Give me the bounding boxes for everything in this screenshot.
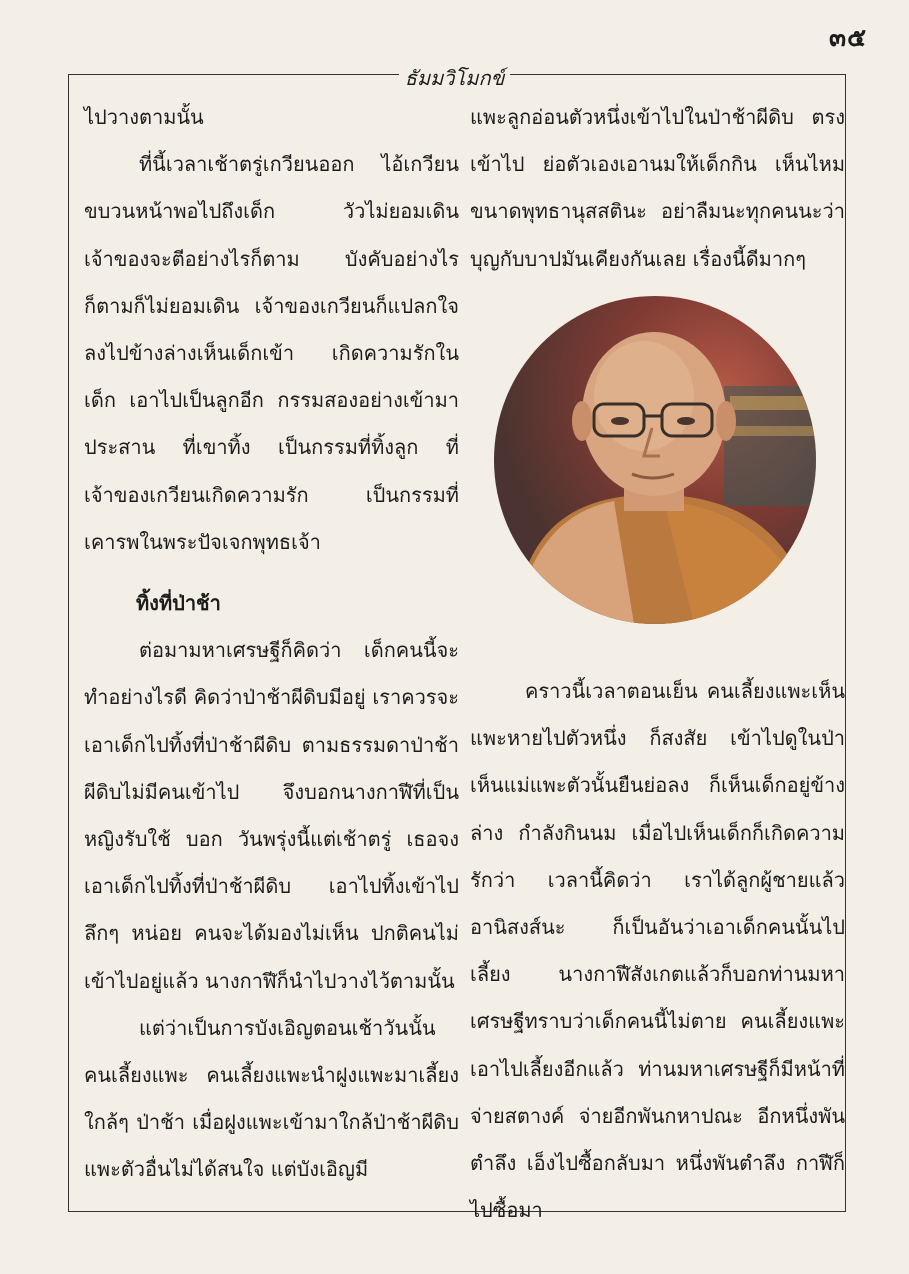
paragraph: แต่ว่าเป็นการบังเอิญตอนเช้าวันนั้นคนเลี้ยงแพะ คนเลี้ยงแพะนำฝูงแพะมาเลี้ยงใกล้ๆ ป่าช้า เมื่อฝูงแพะเข้ามาใกล้ป่าช้าผีดิบ แพะตัวอื่นไม่ได้สนใจ แต่บังเอิญมี — [84, 1015, 459, 1182]
paragraph: แพะลูกอ่อนตัวหนึ่งเข้าไปในป่าช้าผีดิบ ตรงเข้าไป ย่อตัวเองเอานมให้เด็กกิน เห็นไหมขนาดพุทธานุสสตินะ อย่าลืมนะทุกคนนะว่าบุญกับบาปมันเคียงกันเลย เรื่องนี้ดีมากๆ — [470, 105, 845, 271]
paragraph: ต่อมามหาเศรษฐีก็คิดว่า เด็กคนนี้จะทำอย่างไรดี คิดว่าป่าช้าผีดิบมีอยู่ เราควรจะเอาเด็กไปทิ้งที่ป่าช้าผีดิบ ตามธรรมดาป่าช้าผีดิบไม่มีคนเข้าไป จึงบอกนางกาฬีที่เป็นหญิงรับใช้ บอก วันพรุ่งนี้แต่เช้าตรู่ เธอจงเอาเด็กไปทิ้งที่ป่าช้าผีดิบ เอาไปทิ้งเข้าไปลึกๆ หน่อย คนจะได้มองไม่เห็น ปกติคนไม่เข้าไปอยู่แล้ว นางกาฬีก็นำไปวางไว้ตามนั้น — [84, 638, 459, 993]
monk-portrait — [494, 296, 816, 624]
right-column-bottom — [470, 668, 845, 1234]
page-number: ๓๕ — [828, 23, 867, 52]
left-column — [84, 94, 459, 1194]
monk-portrait-illustration — [494, 296, 816, 624]
right-column-top — [470, 94, 845, 283]
running-head-text: ธัมมวิโมกข์ — [399, 66, 511, 90]
paragraph: ไปวางตามนั้น — [84, 105, 204, 129]
paragraph: ที่นี้เวลาเช้าตรู่เกวียนออก ไอ้เกวียนขบวนหน้าพอไปถึงเด็ก วัวไม่ยอมเดิน เจ้าของจะตีอย่างไรก็ตาม บังคับอย่างไรก็ตามก็ไม่ยอมเดิน เจ้าของเกวียนก็แปลกใจ ลงไปข้างล่างเห็นเด็กเข้า เกิดความรักในเด็ก เอาไปเป็นลูกอีก กรรมสองอย่างเข้ามาประสาน ที่เขาทิ้ง เป็นกรรมที่ทิ้งลูก ที่เจ้าของเกวียนเกิดความรัก เป็นกรรมที่เคารพในพระปัจเจกพุทธเจ้า — [84, 152, 459, 554]
running-head — [0, 62, 909, 94]
section-heading: ทิ้งที่ป่าช้า — [136, 591, 221, 616]
paragraph: คราวนี้เวลาตอนเย็น คนเลี้ยงแพะเห็นแพะหายไปตัวหนึ่ง ก็สงสัย เข้าไปดูในป่า เห็นแม่แพะตัวนั้นยืนย่อลง ก็เห็นเด็กอยู่ข้างล่าง กำลังกินนม เมื่อไปเห็นเด็กก็เกิดความรักว่า เวลานี้คิดว่า เราได้ลูกผู้ชายแล้ว อานิสงส์นะ ก็เป็นอันว่าเอาเด็กคนนั้นไปเลี้ยง นางกาฬีสังเกตแล้วก็บอกท่านมหาเศรษฐีทราบว่าเด็กคนนี้ไม่ตาย คนเลี้ยงแพะเอาไปเลี้ยงอีกแล้ว ท่านมหาเศรษฐีก็มีหน้าที่จ่ายสตางค์ จ่ายอีกพันกหาปณะ อีกหนึ่งพันตำลึง เอ็งไปซื้อกลับมา หนึ่งพันตำลึง กาฬีก็ไปซื้อมา — [470, 679, 845, 1223]
